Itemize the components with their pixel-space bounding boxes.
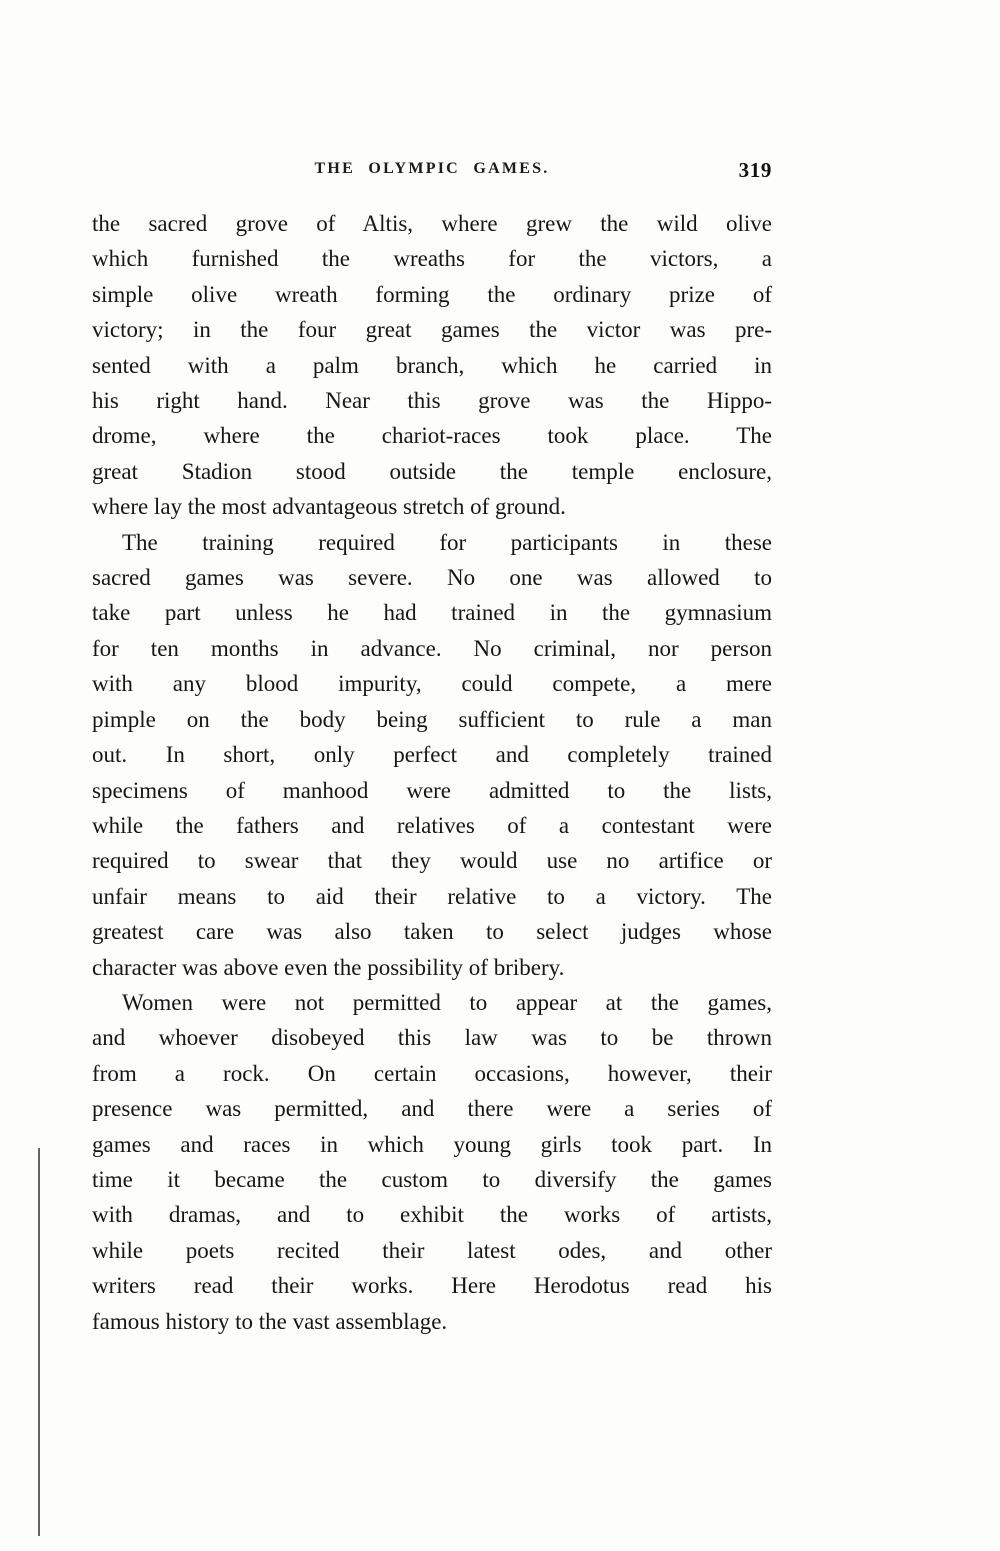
text-line: with any blood impurity, could compete, a mere [92,671,772,697]
text-line: take part unless he had trained in the gymnasium [92,600,772,626]
text-line: which furnished the wreaths for the victors, a [92,246,772,272]
text-line: out. In short, only perfect and completely trained [92,742,772,768]
text-line: time it became the custom to diversify the games [92,1166,772,1192]
paragraph [92,206,772,525]
text-line: for ten months in advance. No criminal, nor person [92,635,772,661]
paragraph [92,985,772,1339]
paragraph [92,525,772,985]
text-line: sacred games was severe. No one was allowed to [92,565,772,591]
text-line: specimens of manhood were admitted to the lists, [92,777,772,803]
text-line: greatest care was also taken to select judges whose [92,919,772,945]
page-number: 319 [738,158,772,182]
text-line: while poets recited their latest odes, and other [92,1237,772,1263]
text-line: writers read their works. Here Herodotus read his [92,1273,772,1299]
text-line: while the fathers and relatives of a contestant were [92,812,772,838]
text-line: great Stadion stood outside the temple enclosure, [92,458,772,484]
text-line: drome, where the chariot-races took place. The [92,423,772,449]
scan-artifact-line [38,1148,40,1536]
text-line: from a rock. On certain occasions, however, their [92,1060,772,1086]
text-line: sented with a palm branch, which he carried in [92,352,772,378]
text-line: presence was permitted, and there were a series of [92,1096,772,1122]
text-line: the sacred grove of Altis, where grew the wild olive [92,211,772,236]
text-line: and whoever disobeyed this law was to be thrown [92,1025,772,1051]
page-header [92,158,772,184]
text-line: unfair means to aid their relative to a victory. The [92,883,772,909]
text-line: with dramas, and to exhibit the works of artists, [92,1202,772,1228]
text-block [92,206,772,1339]
text-line: simple olive wreath forming the ordinary prize of [92,281,772,307]
text-line: character was above even the possibility of bribery. [92,954,565,980]
text-line: games and races in which young girls took part. In [92,1131,772,1157]
text-line: pimple on the body being sufficient to rule a man [92,706,772,732]
text-line: Women were not permitted to appear at the games, [122,989,772,1015]
page-title: THE OLYMPIC GAMES. [314,160,550,177]
text-line: his right hand. Near this grove was the Hippo- [92,388,772,414]
text-line: famous history to the vast assemblage. [92,1308,448,1334]
text-line: The training required for participants in these [122,529,772,555]
text-line: required to swear that they would use no artifice or [92,848,772,874]
text-line: victory; in the four great games the victor was pre- [92,317,772,343]
text-line: where lay the most advantageous stretch of ground. [92,494,566,520]
